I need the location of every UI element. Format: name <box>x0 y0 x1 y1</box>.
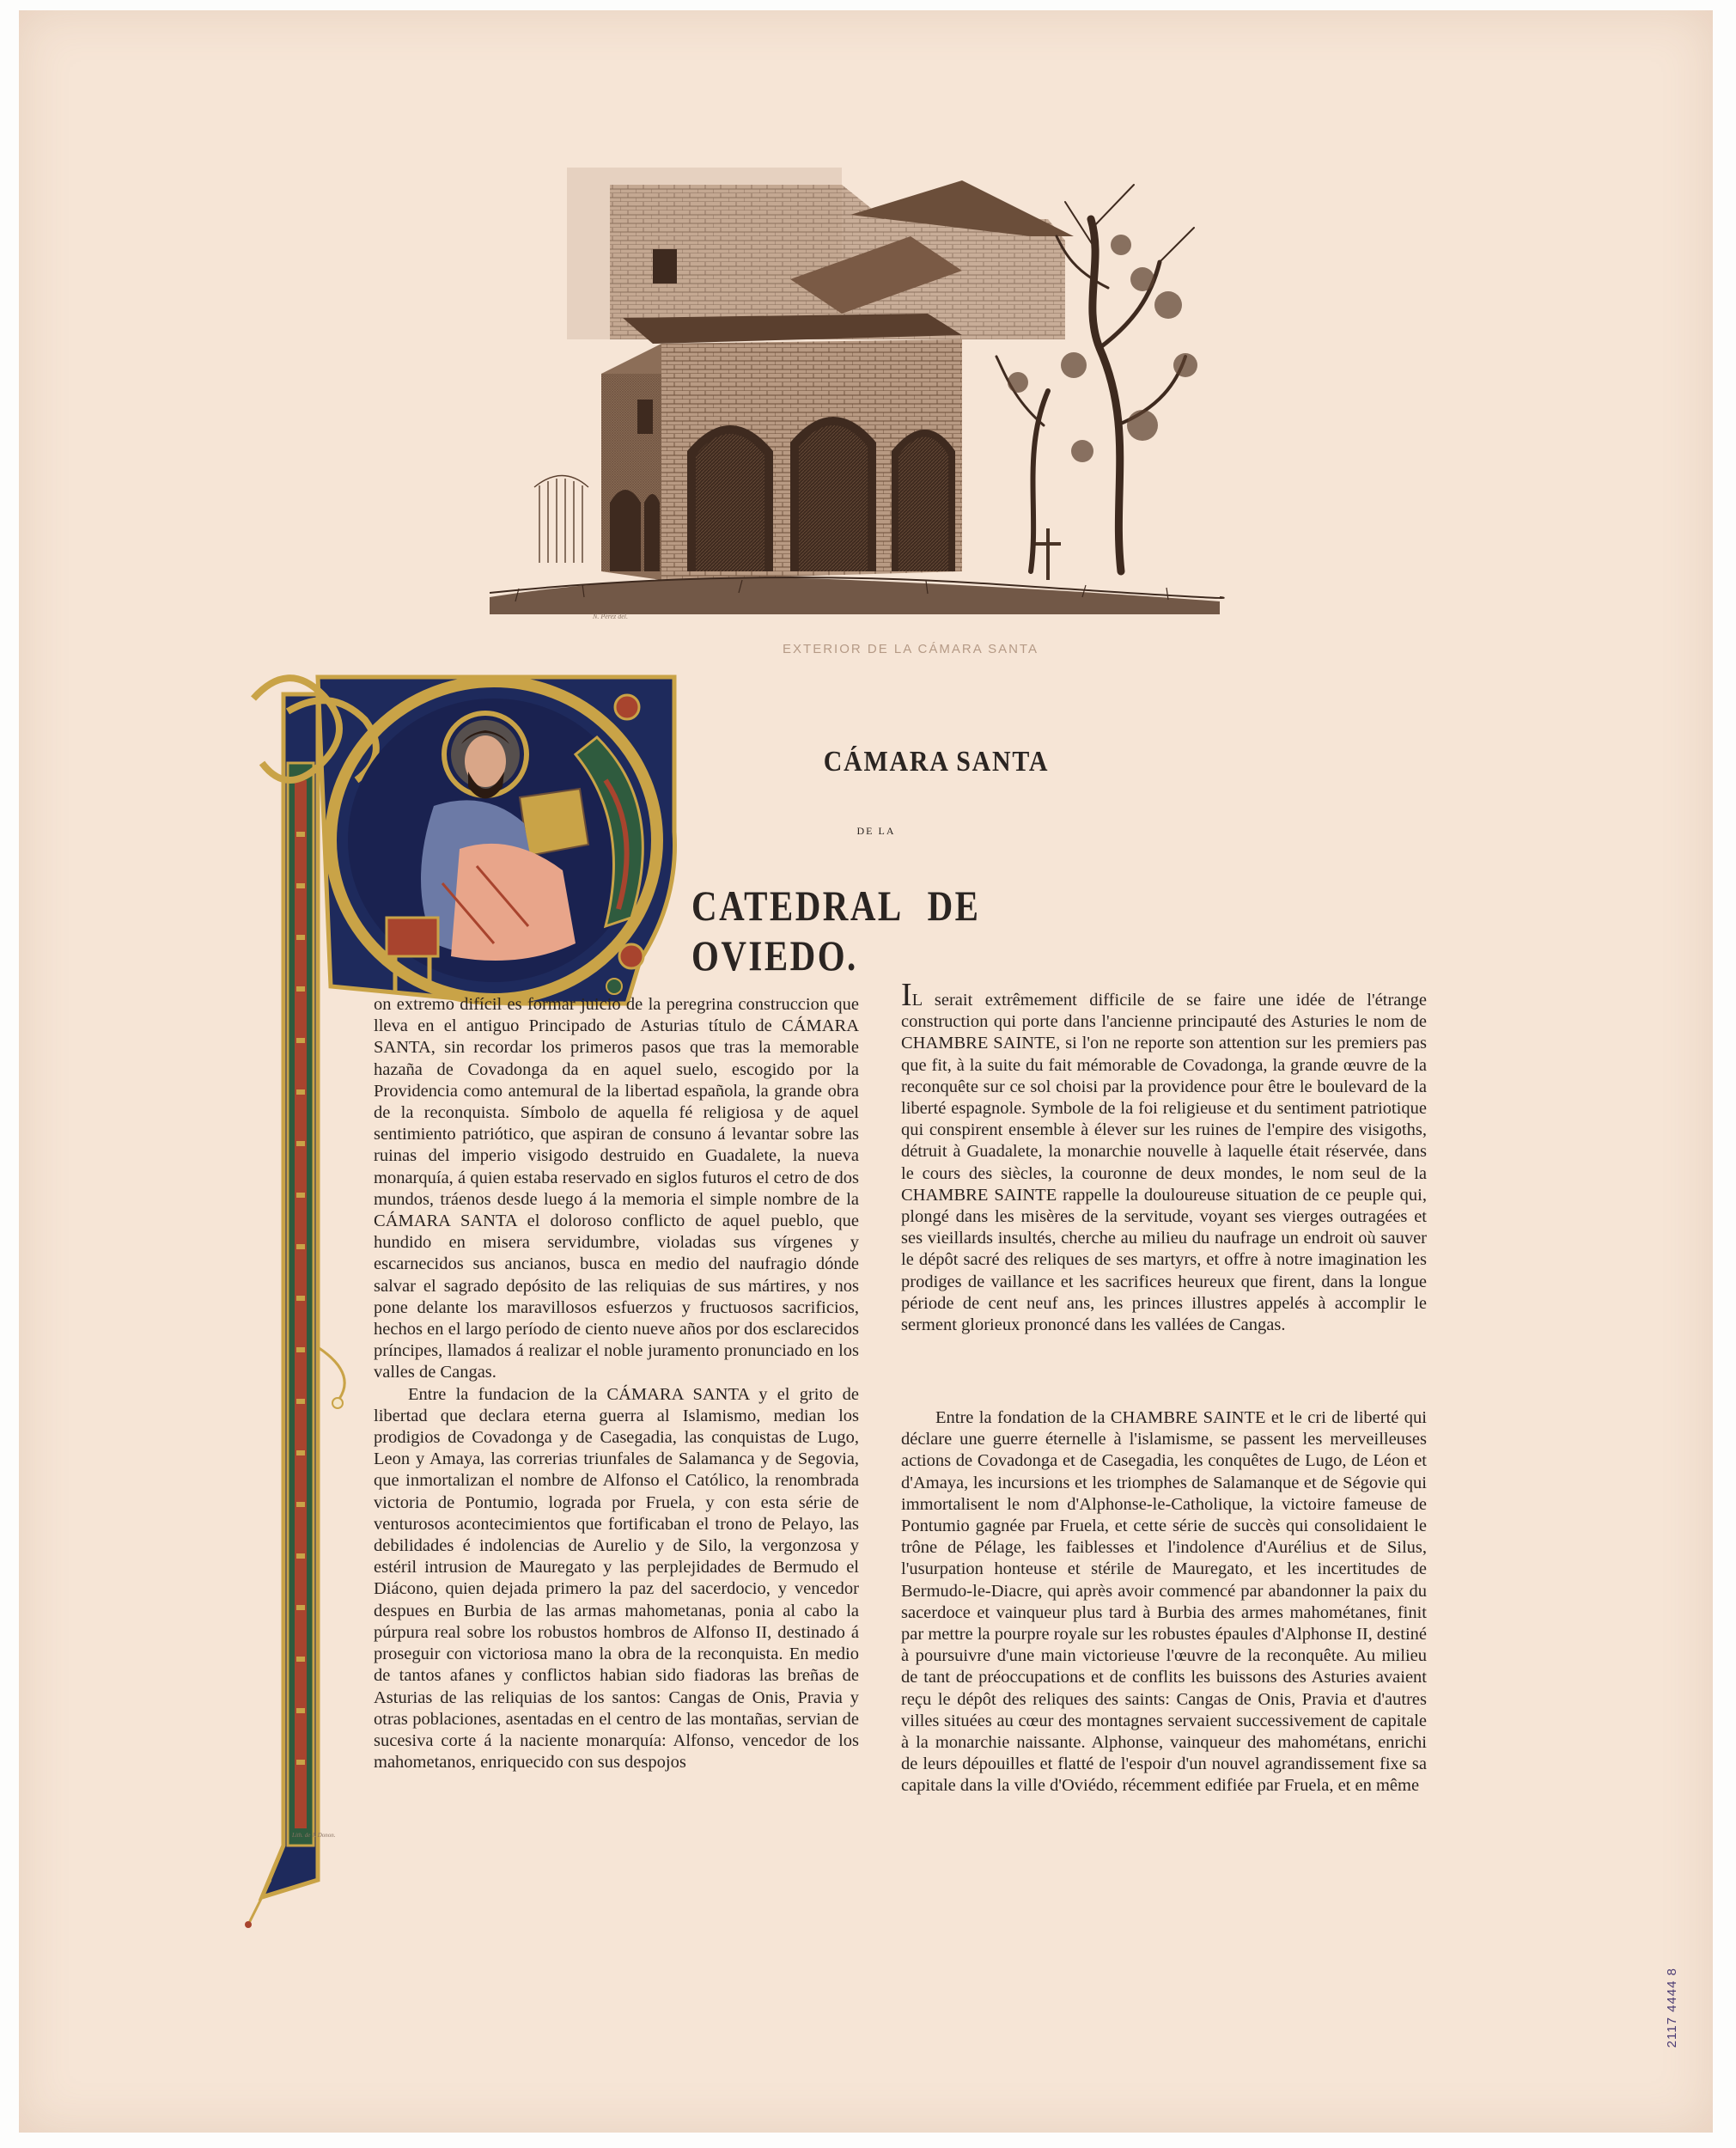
french-dropcap: I <box>901 977 912 1013</box>
title-camara-santa: CÁMARA SANTA <box>823 746 1050 778</box>
engraving-camara-santa <box>481 168 1228 632</box>
engraving-caption: EXTERIOR DE LA CÁMARA SANTA <box>783 642 1039 656</box>
title-word-catedral: CATEDRAL <box>691 882 904 930</box>
title-catedral-de-oviedo <box>691 881 1030 980</box>
title-word-de: DE <box>927 882 981 930</box>
french-text-column-bottom <box>901 1407 1427 1797</box>
title-word-oviedo: OVIEDO. <box>691 931 858 979</box>
french-paragraph-1-text: L serait extrêmement difficile de se faire une idée de l'étrange construction qui porte dans l'ancienne principauté des Asturies le nom de CHAMBRE SAINTE, si l'on ne reporte son attention sur les premiers pas que fit, à la suite du fait mémorable de Covadonga, la grande œuvre de la reconquête sur ce sol choisi par la providence pour être le boulevard de la liberté espagnole. Symbole de la foi religieuse et du sentiment patriotique qui conspirent ensemble à élever sur les ruines de l'empire des visigoths, détruit à Guadalete, la monarchie nouvelle à laquelle était réservée, dans le cours des siècles, la couronne de deux mondes, le nom seul de la CHAMBRE SAINTE rappelle la douloureuse situation de ce peuple qui, plongé dans les misères de la servitude, voyant ses vierges outragées et ses vieillards insultés, cherche au milieu du naufrage un endroit où sauver le dépôt sacré des reliques de ses martyrs, et offre à notre imagination les prodiges de vaillance et les sacrifices heureux que firent, dans la longue période de cent neuf ans, les princes illustres appelés à accomplir le serment glorieux prononcé dans les vallées de Cangas. <box>901 991 1427 1335</box>
spanish-text-column <box>374 994 859 1773</box>
french-paragraph-2: Entre la fondation de la CHAMBRE SAINTE et le cri de liberté qui déclare une guerre éternelle à l'islamisme, se passent les merveilleuses actions de Covadonga et de Casegadia, les conquêtes de Lugo, de Léon et d'Amaya, les incursions et les triomphes de Salamanque et de Ségovie qui immortalisent le nom d'Alphonse-le-Catholique, la victoire fameuse de Pontumio gagnée par Fruela, et cette série de succès qui consolidaient le trône de Pélage, les faiblesses et l'indolence d'Aurélius et de Silus, l'usurpation honteuse et stérile de Mauregato, et les incertitudes de Bermudo-le-Diacre, qui après avoir commencé par abandonner la paix du sacerdoce et vainqueur plus tard à Burbia des armes mahométanes, finit par mettre la pourpre royale sur les robustes épaules d'Alphonse II, destiné à poursuivre d'une main victorieuse l'œuvre de la reconquête. Au milieu de tant de préoccupations et de conflits les buissons des Asturies avaient reçu le dépôt des reliques des saints: Cangas de Onis, Pravia et d'autres villes situées au cœur des montagnes servaient successivement de capitale à la monarchie naissante. Alphonse, vainqueur des mahométans, enrichi de leurs dépouilles et flatté de l'espoir d'un nouvel agrandissement fixe sa capitale dans la ville d'Oviédo, récemment edifiée par Fruela, et en même <box>901 1408 1427 1796</box>
spanish-paragraph-1: on extremo difícil es formar juicio de la peregrina construccion que lleva en el antiguo Principado de Asturias título de CÁMARA SANTA, sin recordar los primeros pasos que tras la memorable hazaña de Covadonga da en aquel suelo, escogido por la Providencia como antemural de la libertad española, la grande obra de la reconquista. Símbolo de aquella fé religiosa y de aquel sentimiento patriótico, que aspiran de consuno á levantar sobre las ruinas del imperio visigodo destruido en Guadalete, la nueva monarquía, á quien estaba reservado en siglos futuros el cetro de dos mundos, tráenos desde luego á la memoria el simple nombre de la CÁMARA SANTA el doloroso conflicto de aquel pueblo, que hundido en misera servidumbre, violadas sus vírgenes y escarnecidos sus ancianos, busca en medio del naufragio dónde salvar el sagrado depósito de las reliquias de sus mártires, y nos pone delante los maravillosos esfuerzos y fructuosos sacrificios, hechos en el largo período de ciento nueve años por dos esclarecidos príncipes, llamados á realizar el noble juramento pronunciado en los valles de Cangas. <box>374 995 859 1382</box>
printer-signature: Lith. de J. Donon. <box>292 1832 336 1839</box>
french-paragraph-1 <box>901 977 1427 1336</box>
handwritten-shelf-mark: 2117 4444 8 <box>1665 1968 1679 2048</box>
title-de-la: DE LA <box>856 825 896 837</box>
artist-signature: N. Pérez del. <box>593 613 629 620</box>
french-text-column-top <box>901 977 1427 1336</box>
spanish-paragraph-2: Entre la fundacion de la CÁMARA SANTA y el grito de libertad que declara eterna guerra al Islamismo, median los prodigios de Covadonga y de Casegadia, las conquistas de Lugo, Leon y Amaya, las correrias triunfales de Salamanca y de Segovia, que inmortalizan el nombre de Alfonso el Católico, la renombrada victoria de Pontumio, lograda por Fruela, y con esta série de venturosos acontecimientos que fortificaban el trono de Pelayo, las debilidades é indolencias de Aurelio y de Silo, la vergonzosa y estéril intrusion de Mauregato y las perplejidades de Bermudo el Diácono, quien dejada primero la paz del sacerdocio, y vencedor despues en Burbia de las armas mahometanas, ponia al cabo la púrpura real sobre los robustos hombros de Alfonso II, destinado á proseguir con victoriosa mano la obra de la reconquista. En medio de tantos afanes y conflictos habian sido fiadoras las breñas de Asturias de las reliquias de los santos: Cangas de Onis, Pravia y otras poblaciones, asentadas en el centro de las montañas, servian de sucesiva corte á la naciente monarquía: Alfonso, vencedor de los mahometanos, enriquecido con sus despojos <box>374 1384 859 1773</box>
